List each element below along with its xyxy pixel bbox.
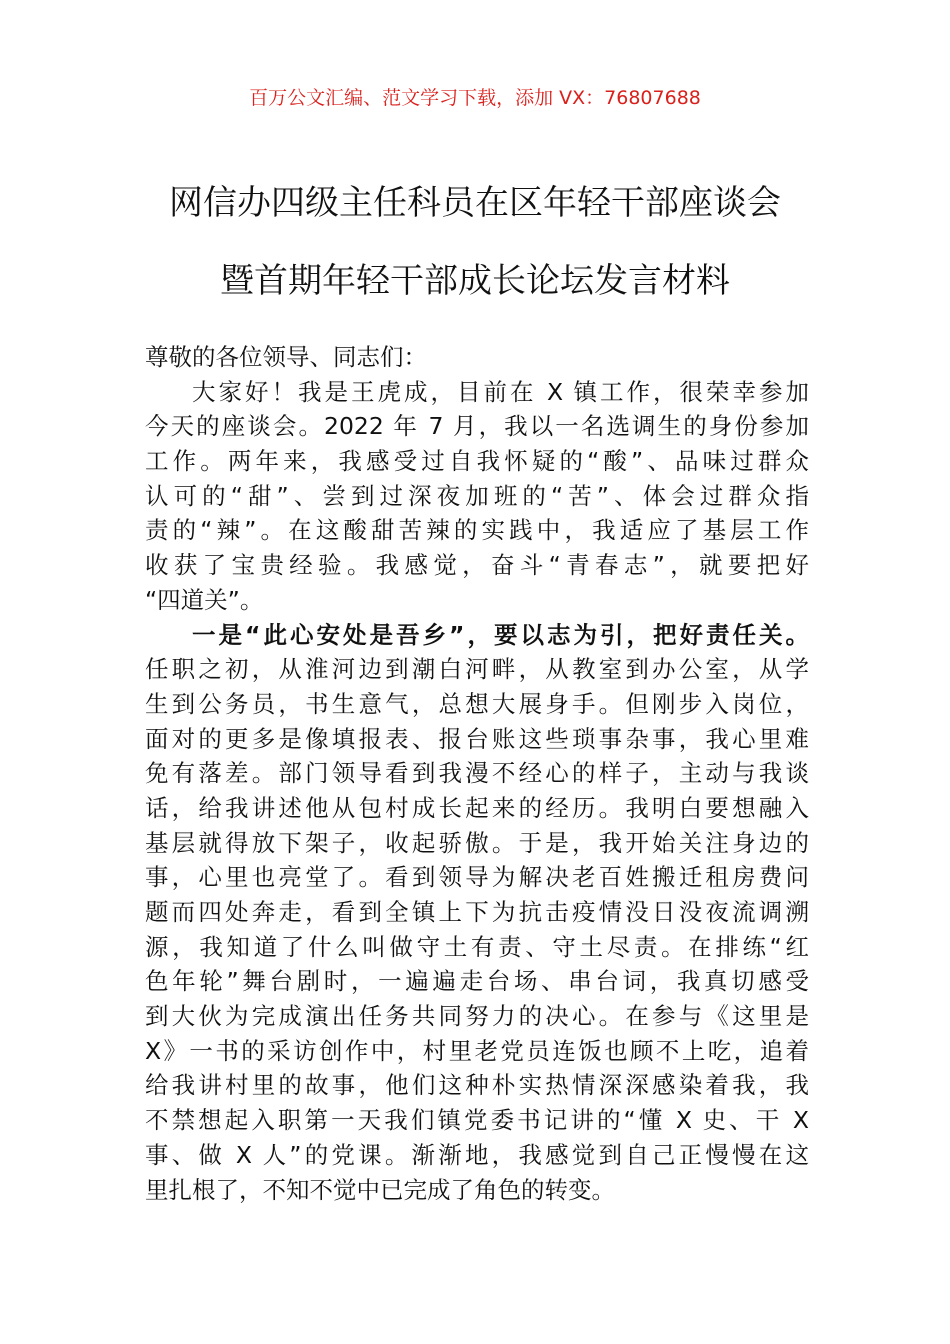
text-line: 大家好！我是王虎成，目前在 X 镇工作，很荣幸参加 — [192, 377, 809, 406]
text-line: 责的“辣”。在这酸甜苦辣的实践中，我适应了基层工作 — [145, 516, 809, 545]
paragraph-2 — [145, 618, 809, 1208]
text-line: 面对的更多是像填报表、报台账这些琐事杂事，我心里难 — [145, 724, 809, 753]
text-line: “四道关”。 — [145, 585, 264, 614]
text-line: 收获了宝贵经验。我感觉，奋斗“青春志”，就要把好 — [145, 551, 809, 580]
title-line-1: 网信办四级主任科员在区年轻干部座谈会 — [169, 183, 781, 223]
text-line: 源，我知道了什么叫做守土有责、守土尽责。在排练“红 — [145, 932, 809, 961]
document-title — [0, 176, 950, 310]
text-line: X》一书的采访创作中，村里老党员连饭也顾不上吃，追着 — [145, 1036, 809, 1065]
salutation: 尊敬的各位领导、同志们： — [145, 343, 427, 371]
text-line: 事、做 X 人”的党课。渐渐地，我感觉到自己正慢慢在这 — [145, 1140, 809, 1169]
text-line: 生到公务员，书生意气，总想大展身手。但刚步入岗位， — [145, 689, 809, 718]
text-line: 工作。两年来，我感受过自我怀疑的“酸”、品味过群众 — [145, 447, 809, 476]
text-line: 色年轮”舞台剧时，一遍遍走台场、串台词，我真切感受 — [145, 967, 809, 996]
text-line: 题而四处奔走，看到全镇上下为抗击疫情没日没夜流调溯 — [145, 898, 809, 926]
text-line: 不禁想起入职第一天我们镇党委书记讲的“懂 X 史、干 X — [145, 1106, 809, 1135]
text-line: 免有落差。部门领导看到我漫不经心的样子，主动与我谈 — [145, 759, 809, 788]
document-body — [145, 340, 809, 1207]
title-line-2: 暨首期年轻干部成长论坛发言材料 — [220, 261, 730, 301]
section-heading: 一是“此心安处是吾乡”，要以志为引，把好责任关。 — [192, 620, 809, 649]
paragraph-1 — [145, 375, 809, 618]
text-line: 事，心里也亮堂了。看到领导为解决老百姓搬迁租房费问 — [145, 863, 809, 892]
text-line: 给我讲村里的故事，他们这种朴实热情深深感染着我，我 — [145, 1071, 809, 1100]
text-line: 到大伙为完成演出任务共同努力的决心。在参与《这里是 — [145, 1002, 809, 1031]
header-banner: 百万公文汇编、范文学习下载，添加 VX：76807688 — [249, 87, 701, 109]
text-line: 认可的“甜”、尝到过深夜加班的“苦”、体会过群众指 — [145, 481, 809, 510]
text-line: 今天的座谈会。2022 年 7 月，我以一名选调生的身份参加 — [145, 412, 809, 441]
text-line: 里扎根了，不知不觉中已完成了角色的转变。 — [145, 1175, 615, 1204]
text-line: 任职之初，从淮河边到潮白河畔，从教室到办公室，从学 — [145, 655, 809, 684]
text-line: 话，给我讲述他从包村成长起来的经历。我明白要想融入 — [145, 793, 809, 822]
text-line: 基层就得放下架子，收起骄傲。于是，我开始关注身边的 — [145, 828, 809, 857]
